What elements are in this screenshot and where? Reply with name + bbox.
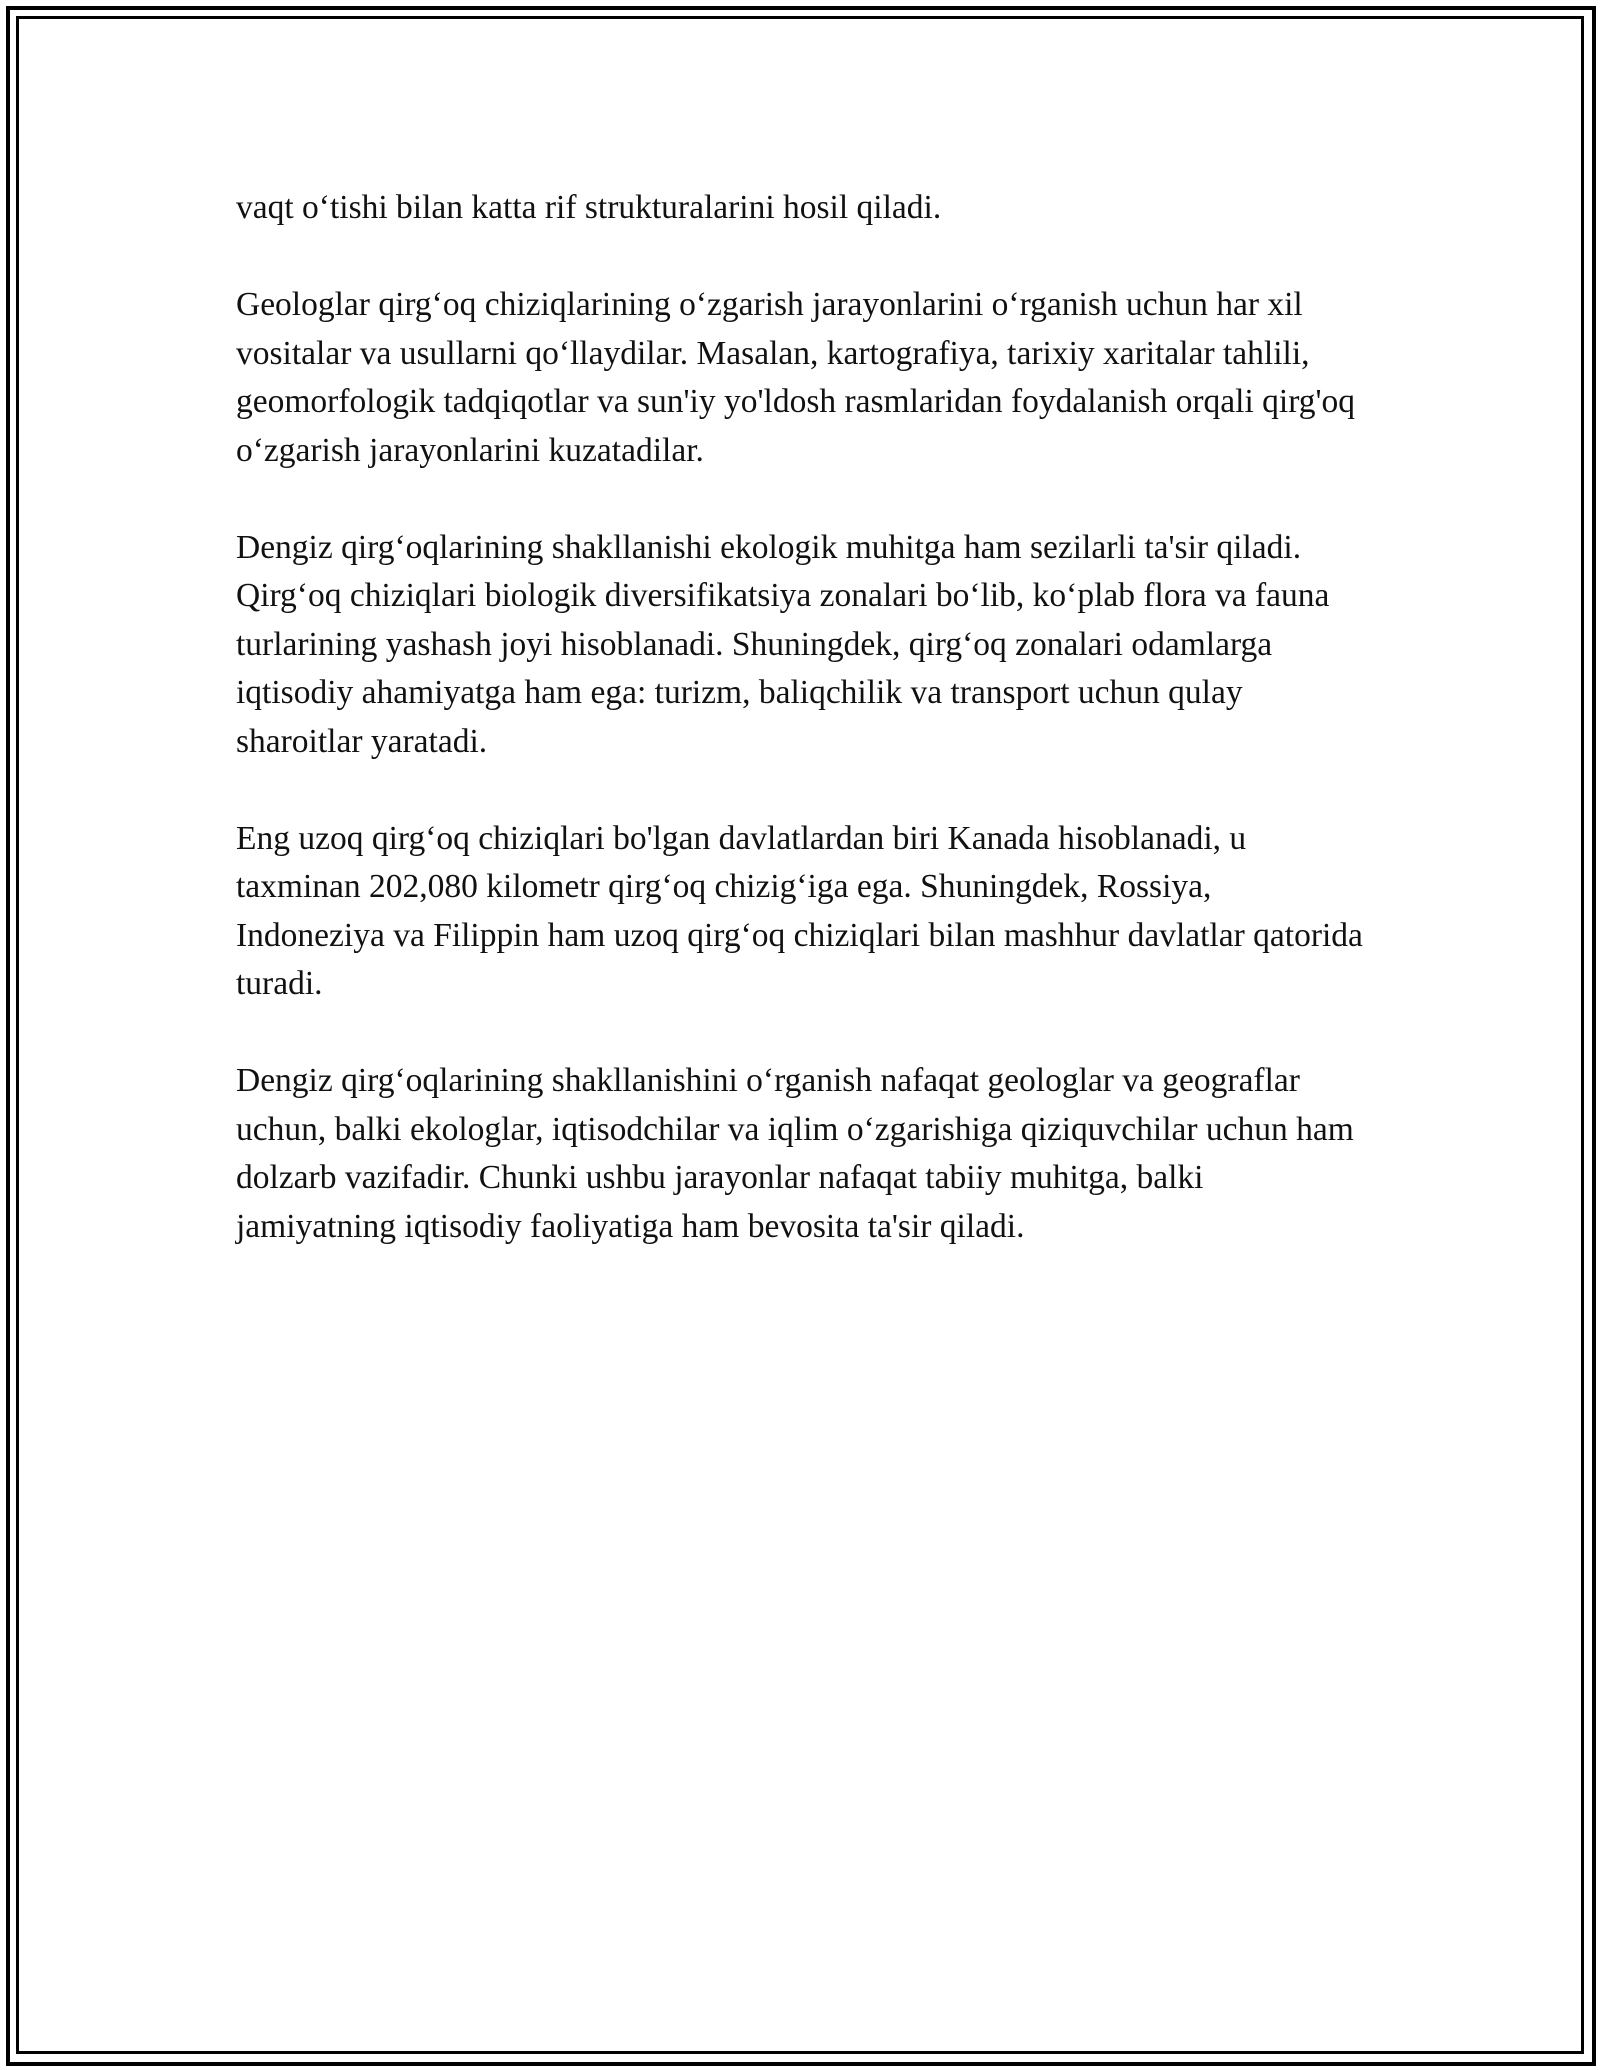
paragraph: Geologlar qirg‘oq chiziqlarining o‘zgarish jarayonlarini o‘rganish uchun har xil vositalar va usullarni qo‘llaydilar. Masalan, kartografiya, tarixiy xaritalar tahlili, geomorfologik tadqiqotlar va sun'iy yo'ldosh rasmlaridan foydalanish orqali qirg'oq o‘zgarish jarayonlarini kuzatadilar. <box>236 286 1356 469</box>
paragraph: Eng uzoq qirg‘oq chiziqlari bo'lgan davlatlardan biri Kanada hisoblanadi, u taxminan 202,080 kilometr qirg‘oq chizig‘iga ega. Shuningdek, Rossiya, Indoneziya va Filippin ham uzoq qirg‘oq chiziqlari bilan mashhur davlatlar qatorida turadi. <box>236 819 1363 1002</box>
paragraph: Dengiz qirg‘oqlarining shakllanishi ekologik muhitga ham sezilarli ta'sir qiladi. Qirg‘oq chiziqlari biologik diversifikatsiya zonalari bo‘lib, ko‘plab flora va fauna turlarining yashash joyi hisoblanadi. Shuningdek, qirg‘oq zonalari odamlarga iqtisodiy ahamiyatga ham ega: turizm, baliqchilik va transport uchun qulay sharoitlar yaratadi. <box>236 528 1330 760</box>
paragraph: Dengiz qirg‘oqlarining shakllanishini o‘rganish nafaqat geologlar va geograflar uchun, balki ekologlar, iqtisodchilar va iqlim o‘zgarishiga qiziquvchilar uchun ham dolzarb vazifadir. Chunki ushbu jarayonlar nafaqat tabiiy muhitga, balki jamiyatning iqtisodiy faoliyatiga ham bevosita ta'sir qiladi. <box>236 1062 1354 1245</box>
document-body <box>236 184 1366 1300</box>
paragraph: vaqt o‘tishi bilan katta rif strukturalarini hosil qiladi. <box>236 189 942 226</box>
